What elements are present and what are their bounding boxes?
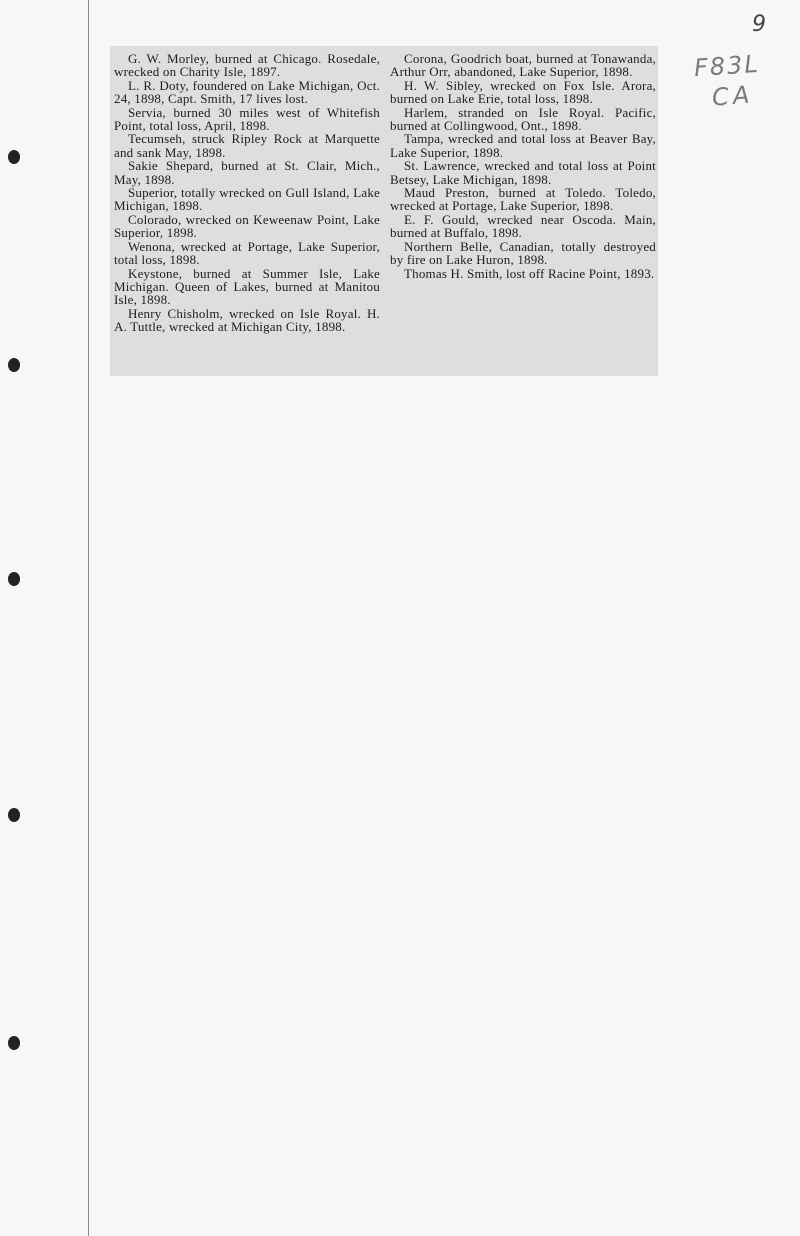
binder-hole (8, 572, 20, 586)
clipping-left-column (114, 52, 380, 334)
newspaper-clipping (110, 46, 658, 376)
entry: Henry Chisholm, wrecked on Isle Royal. H. A. Tuttle, wrecked at Michigan City, 1898. (114, 305, 380, 335)
entry: Wenona, wrecked at Portage, Lake Superior, total loss, 1898. (114, 238, 380, 268)
entry: G. W. Morley, burned at Chicago. Rosedale, wrecked on Charity Isle, 1897. (114, 51, 380, 80)
handwritten-note: F83L (693, 49, 761, 83)
entry: E. F. Gould, wrecked near Oscoda. Main, burned at Buffalo, 1898. (390, 211, 656, 241)
entry: St. Lawrence, wrecked and total loss at Point Betsey, Lake Michigan, 1898. (390, 158, 656, 187)
handwritten-note: CA (710, 80, 755, 112)
binder-hole (8, 1036, 20, 1050)
entry: H. W. Sibley, wrecked on Fox Isle. Arora, burned on Lake Erie, total loss, 1898. (390, 77, 656, 107)
entry: Superior, totally wrecked on Gull Island, Lake Michigan, 1898. (114, 185, 380, 214)
entry: Thomas H. Smith, lost off Racine Point, 1893. (404, 265, 655, 281)
entry: Servia, burned 30 miles west of Whitefish Point, total loss, April, 1898. (114, 104, 380, 134)
entry: Northern Belle, Canadian, totally destroyed by fire on Lake Huron, 1898. (390, 238, 656, 268)
entry: Keystone, burned at Summer Isle, Lake Michigan. Queen of Lakes, burned at Manitou Isle, 1898. (114, 265, 380, 308)
binder-hole (8, 358, 20, 372)
binder-hole (8, 808, 20, 822)
clipping-right-column (390, 52, 656, 280)
entry: Maud Preston, burned at Toledo. Toledo, wrecked at Portage, Lake Superior, 1898. (390, 185, 656, 214)
entry: Harlem, stranded on Isle Royal. Pacific, burned at Collingwood, Ont., 1898. (390, 104, 656, 134)
entry: Corona, Goodrich boat, burned at Tonawanda, Arthur Orr, abandoned, Lake Superior, 1898. (390, 51, 656, 80)
entry: Sakie Shepard, burned at St. Clair, Mich., May, 1898. (114, 158, 380, 187)
page-margin-rule (88, 0, 89, 1236)
entry: Tampa, wrecked and total loss at Beaver Bay, Lake Superior, 1898. (390, 131, 656, 160)
entry: Tecumseh, struck Ripley Rock at Marquette and sank May, 1898. (114, 131, 380, 160)
entry: Colorado, wrecked on Keweenaw Point, Lake Superior, 1898. (114, 211, 380, 241)
binder-hole (8, 150, 20, 164)
page-number: 9 (752, 12, 766, 37)
entry: L. R. Doty, foundered on Lake Michigan, Oct. 24, 1898, Capt. Smith, 17 lives lost. (114, 77, 380, 107)
